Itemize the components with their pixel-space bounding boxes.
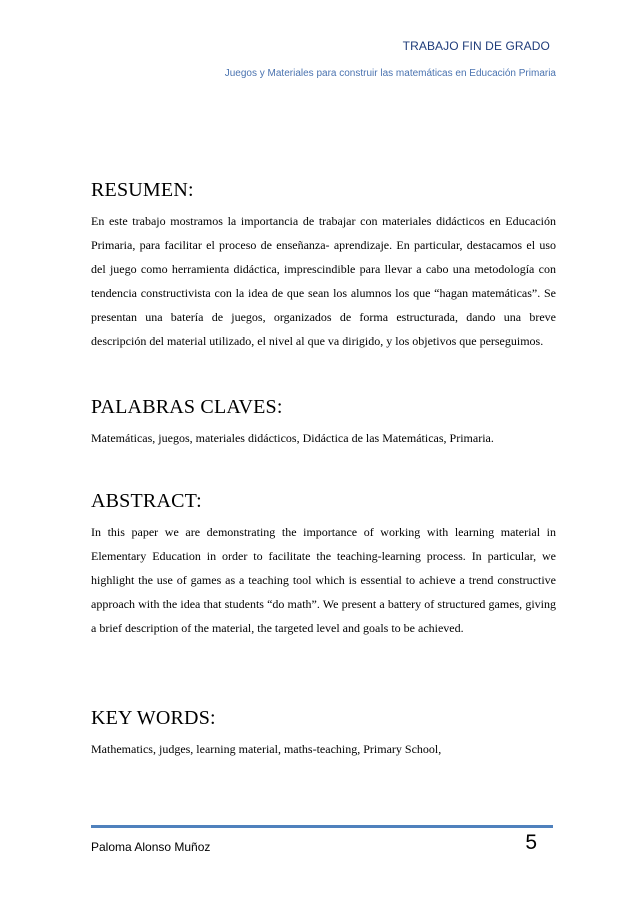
abstract-heading: ABSTRACT: [91, 490, 202, 512]
resumen-section [91, 178, 556, 353]
abstract-text: In this paper we are demonstrating the importance of working with learning material in Elementary Education in order to facilitate the teaching-learning process. In particular, we highlight the use of games as a teaching tool which is essential to achieve a trend constructive approach with the idea that students “do math”. We present a battery of structured games, giving a brief description of the material, the targeted level and goals to be achieved. [91, 525, 556, 635]
footer-rule [91, 825, 553, 828]
key-words-heading: KEY WORDS: [91, 707, 216, 729]
key-words-text: Mathematics, judges, learning material, maths-teaching, Primary School, [91, 742, 442, 756]
palabras-claves-text: Matemáticas, juegos, materiales didácticos, Didáctica de las Matemáticas, Primaria. [91, 431, 494, 445]
page-number: 5 [525, 831, 537, 854]
header-subtitle: Juegos y Materiales para construir las matemáticas en Educación Primaria [224, 68, 556, 79]
resumen-heading: RESUMEN: [91, 179, 194, 201]
palabras-claves-heading: PALABRAS CLAVES: [91, 396, 283, 418]
abstract-section [91, 489, 556, 640]
resumen-text: En este trabajo mostramos la importancia de trabajar con materiales didácticos en Educación Primaria, para facilitar el proceso de enseñanza- aprendizaje. En particular, destacamos el uso del juego como herramienta didáctica, imprescindible para llevar a cabo una metodología con tendencia constructivista con la idea de que sean los alumnos los que “hagan matemáticas”. Se presentan una batería de juegos, organizados de forma estructurada, dando una breve descripción del material utilizado, el nivel al que va dirigido, y los objetivos que perseguimos. [91, 214, 556, 348]
header-title: TRABAJO FIN DE GRADO [402, 39, 550, 53]
footer-author: Paloma Alonso Muñoz [91, 840, 211, 854]
palabras-claves-section [91, 395, 556, 450]
key-words-section [91, 706, 556, 761]
